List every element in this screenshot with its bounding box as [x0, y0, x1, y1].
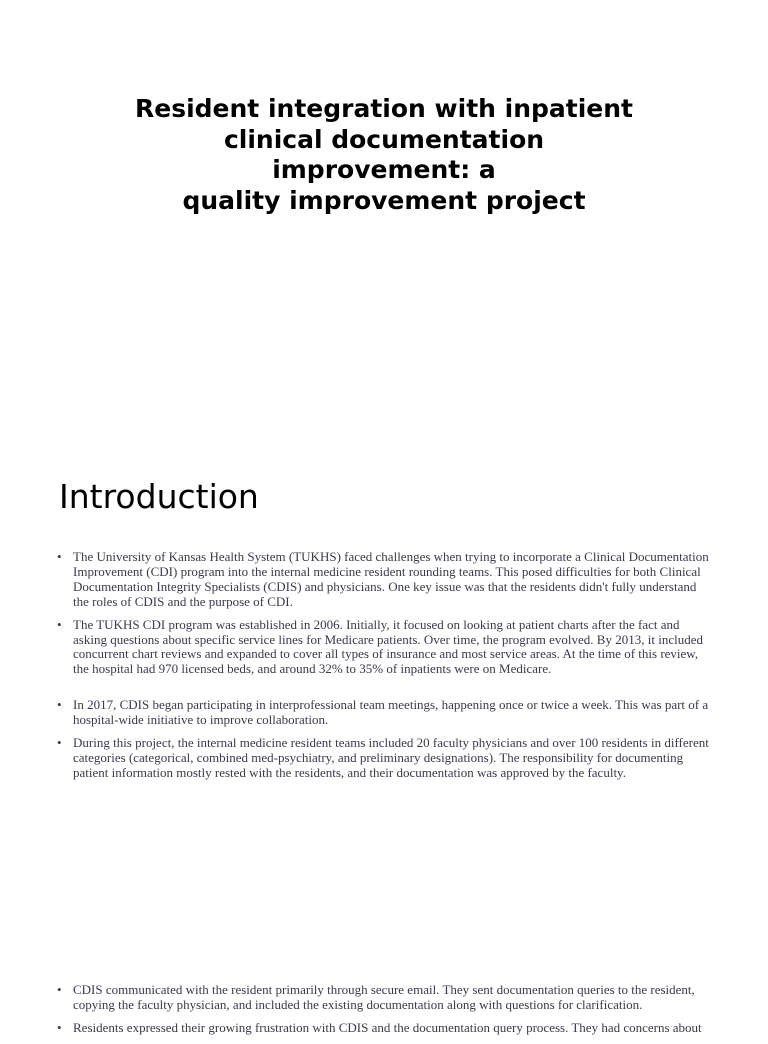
document-title: [84, 94, 684, 216]
bullet-item: • The University of Kansas Health System (TUKHS) faced challenges when trying to incorporate a Clinical Documentation Improvement (CDI) program into the internal medicine resident rounding teams. This posed difficulties for both Clinical Documentation Integrity Specialists (CDIS) and physicians. One key issue was that the residents didn't fully understand the roles of CDIS and the purpose of CDI.: [57, 550, 713, 610]
bullet-item: • The TUKHS CDI program was established in 2006. Initially, it focused on looking at patient charts after the fact and asking questions about specific service lines for Medicare patients. Over time, the program evolved. By 2013, it included concurrent chart reviews and expanded to cover all types of insurance and most service areas. At the time of this review, the hospital had 970 licensed beds, and around 32% to 35% of inpatients were on Medicare.: [57, 618, 713, 678]
bullet-list: [57, 983, 713, 1044]
bullet-item: • CDIS communicated with the resident primarily through secure email. They sent documentation queries to the resident, copying the faculty physician, and included the existing documentation along with questions for clarification.: [57, 983, 713, 1013]
bullet-list: [57, 698, 713, 789]
bullet-item: • Residents expressed their growing frustration with CDIS and the documentation query process. They had concerns about: [57, 1021, 713, 1036]
title-line: quality improvement project: [182, 185, 586, 215]
bullet-item: • In 2017, CDIS began participating in interprofessional team meetings, happening once or twice a week. This was part of a hospital-wide initiative to improve collaboration.: [57, 698, 713, 728]
title-line: Resident integration with inpatient: [135, 94, 633, 123]
bullet-list: [57, 550, 713, 685]
bullet-item: • During this project, the internal medicine resident teams included 20 faculty physicians and over 100 residents in different categories (categorical, combined med-psychiatry, and preliminary designations). The responsibility for documenting patient information mostly rested with the residents, and their documentation was approved by the faculty.: [57, 736, 713, 781]
section-heading-introduction: Introduction: [59, 477, 259, 516]
title-line: clinical documentation: [223, 124, 545, 154]
title-line: improvement: a: [272, 155, 496, 184]
